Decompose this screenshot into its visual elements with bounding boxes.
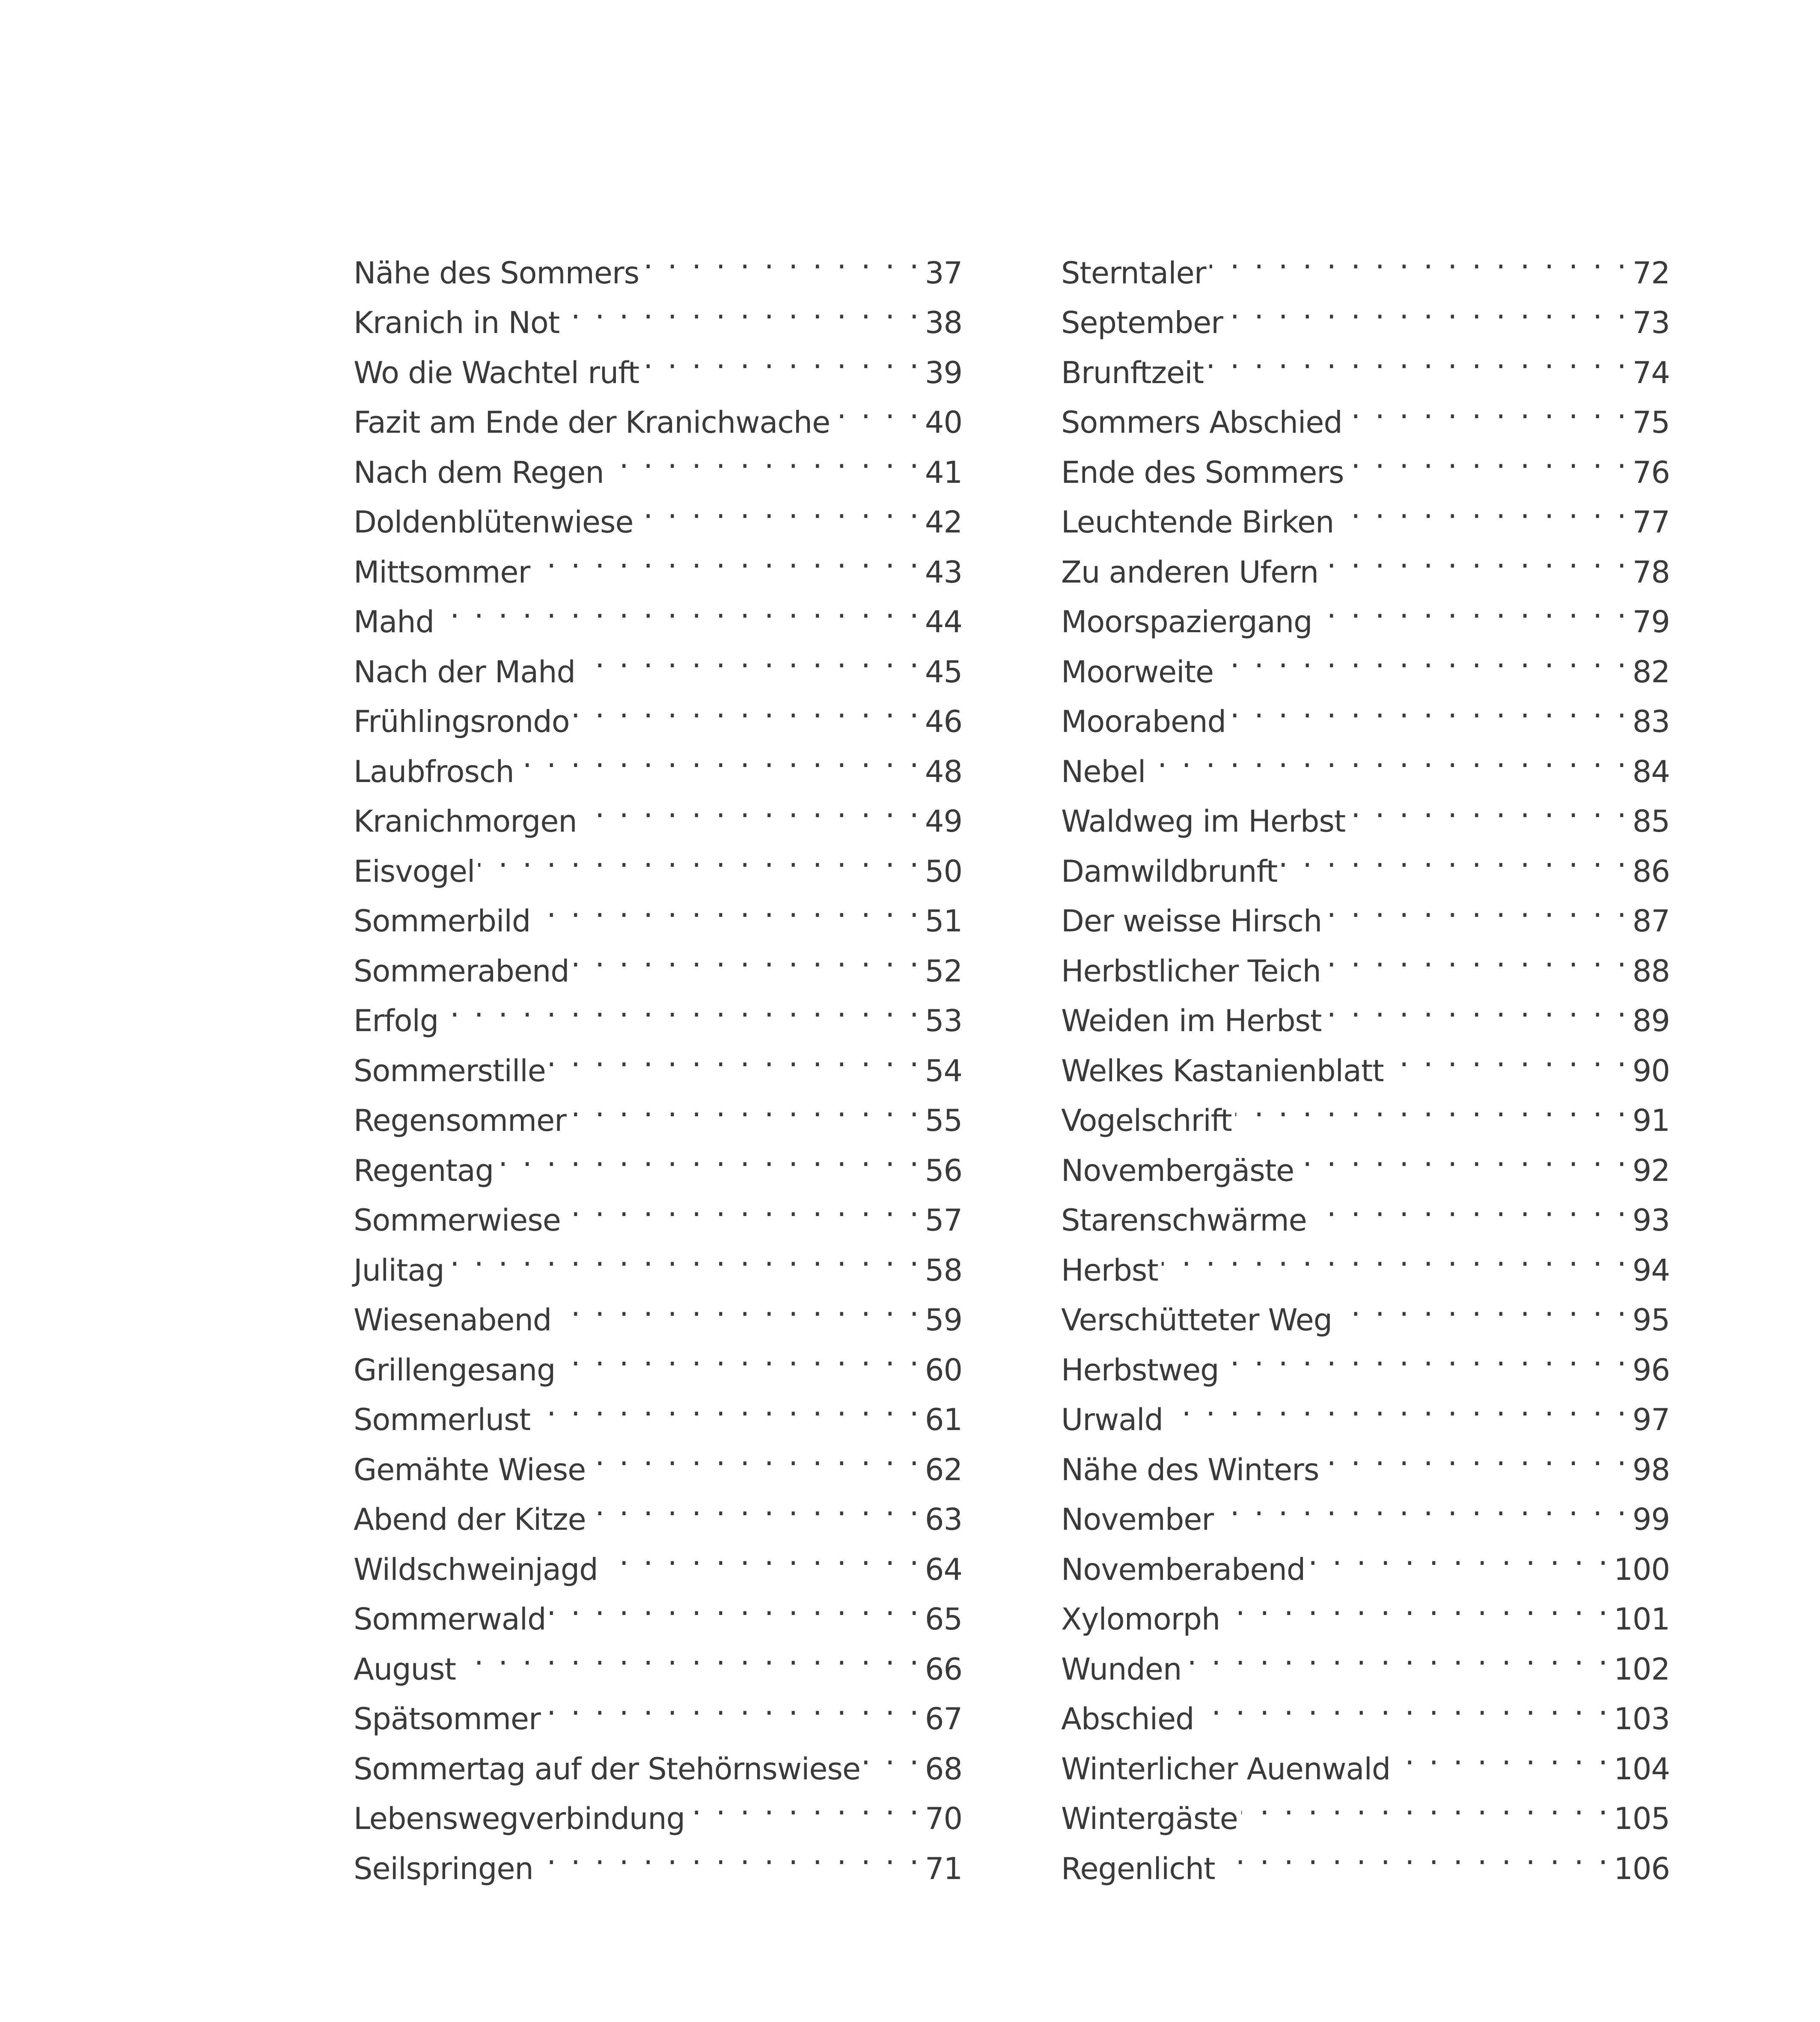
toc-entry-title: Abschied: [1061, 1701, 1194, 1737]
dot-leader: [1308, 1530, 1610, 1580]
dot-leader: [1346, 383, 1629, 433]
toc-entry-page-number: 56: [925, 1153, 962, 1188]
toc-entry-title: Sommerabend: [354, 953, 569, 989]
toc-entry-page-number: 96: [1632, 1352, 1670, 1388]
dot-leader: [1229, 682, 1629, 732]
toc-entry-page-number: 101: [1614, 1602, 1670, 1637]
toc-entry-page-number: 68: [925, 1751, 962, 1787]
dot-leader: [550, 1580, 922, 1630]
toc-entry: [354, 233, 962, 291]
dot-leader: [448, 1231, 922, 1281]
dot-leader: [580, 782, 922, 832]
toc-entry-page-number: 87: [1632, 904, 1670, 939]
toc-entry-title: Moorabend: [1061, 704, 1226, 739]
dot-leader: [544, 1680, 922, 1730]
dot-leader: [642, 333, 922, 383]
dot-leader: [1207, 333, 1629, 383]
toc-entry-page-number: 90: [1632, 1053, 1670, 1088]
dot-leader: [549, 1031, 922, 1081]
toc-entry-page-number: 106: [1614, 1851, 1670, 1886]
toc-entry: [1061, 233, 1670, 291]
dot-leader: [563, 283, 922, 333]
toc-entry-page-number: 72: [1632, 255, 1670, 291]
dot-leader: [1241, 1779, 1611, 1829]
toc-entry-title: Nähe des Sommers: [354, 255, 639, 291]
toc-entry-title: Herbstlicher Teich: [1061, 953, 1321, 989]
toc-entry-page-number: 46: [925, 704, 962, 739]
dot-leader: [573, 682, 922, 732]
toc-entry-title: Wiesenabend: [354, 1302, 552, 1338]
dot-leader: [636, 483, 921, 533]
toc-entry-page-number: 37: [925, 255, 962, 291]
toc-entry-title: Herbst: [1061, 1252, 1158, 1288]
toc-entry-page-number: 105: [1614, 1801, 1670, 1836]
toc-entry-title: Erfolg: [354, 1003, 439, 1038]
dot-leader: [534, 1380, 922, 1430]
toc-entry-title: Brunftzeit: [1061, 355, 1204, 390]
toc-entry-page-number: 55: [925, 1103, 962, 1138]
dot-leader: [579, 632, 922, 682]
toc-entry-page-number: 38: [925, 305, 962, 340]
toc-entry-page-number: 61: [925, 1402, 962, 1437]
toc-entry-title: Sommertag auf der Stehörnswiese: [354, 1751, 861, 1787]
dot-leader: [517, 732, 922, 782]
toc-entry-title: Moorspaziergang: [1061, 604, 1312, 639]
dot-leader: [833, 383, 922, 433]
toc-column-right: [1061, 233, 1670, 1886]
dot-leader: [442, 981, 922, 1032]
toc-entry-title: Sommerlust: [354, 1402, 531, 1437]
toc-entry-title: Zu anderen Ufern: [1061, 554, 1319, 590]
toc-entry-page-number: 82: [1632, 654, 1670, 690]
toc-entry-title: Regensommer: [354, 1103, 566, 1138]
toc-entry: [354, 1031, 962, 1088]
toc-entry-title: Regentag: [354, 1153, 494, 1188]
toc-entry-title: Fazit am Ende der Kranichwache: [354, 405, 830, 440]
toc-entry-title: Kranich in Not: [354, 305, 560, 340]
toc-entry-title: Damwildbrunft: [1061, 853, 1278, 889]
toc-entry-title: Nebel: [1061, 754, 1146, 789]
dot-leader: [497, 1131, 922, 1181]
toc-entry-title: Urwald: [1061, 1402, 1163, 1437]
toc-entry-page-number: 48: [925, 754, 962, 789]
toc-entry-page-number: 41: [925, 455, 962, 490]
toc-entry-title: Novembergäste: [1061, 1153, 1294, 1188]
toc-entry-page-number: 57: [925, 1203, 962, 1238]
toc-entry-title: Wunden: [1061, 1651, 1182, 1687]
toc-entry-title: Mittsommer: [354, 554, 530, 590]
toc-entry-title: Starenschwärme: [1061, 1203, 1307, 1238]
toc-entry-page-number: 53: [925, 1003, 962, 1038]
toc-column-left: [354, 233, 962, 1886]
toc-entry-page-number: 44: [925, 604, 962, 639]
dot-leader: [1217, 1480, 1629, 1530]
toc-entry-title: Sommerstille: [354, 1053, 546, 1088]
toc-entry-title: Sommerbild: [354, 904, 531, 939]
toc-entry-title: Leuchtende Birken: [1061, 505, 1334, 540]
dot-leader: [1217, 632, 1629, 682]
dot-leader: [1310, 1181, 1629, 1231]
dot-leader: [642, 233, 922, 283]
toc-entry-page-number: 97: [1632, 1402, 1670, 1437]
toc-entry-page-number: 77: [1632, 505, 1670, 540]
toc-entry-title: Eisvogel: [354, 853, 475, 889]
toc-entry-page-number: 95: [1632, 1302, 1670, 1338]
toc-entry-page-number: 88: [1632, 953, 1670, 989]
dot-leader: [1162, 1231, 1629, 1281]
dot-leader: [570, 1081, 922, 1131]
toc-entry-title: Seilspringen: [354, 1851, 533, 1886]
toc-entry-title: September: [1061, 305, 1223, 340]
toc-entry-title: Wildschweinjagd: [354, 1552, 598, 1587]
dot-leader: [1325, 981, 1629, 1032]
toc-entry: [1061, 782, 1670, 839]
toc-entry-page-number: 92: [1632, 1153, 1670, 1188]
toc-entry: [354, 1281, 962, 1338]
toc-entry-title: Welkes Kastanienblatt: [1061, 1053, 1384, 1088]
toc-entry-page-number: 99: [1632, 1502, 1670, 1537]
toc-entry-page-number: 64: [925, 1552, 962, 1587]
dot-leader: [601, 1530, 922, 1580]
toc-entry-title: November: [1061, 1502, 1214, 1537]
toc-entry-page-number: 39: [925, 355, 962, 390]
toc-entry: [1061, 732, 1670, 789]
toc-entry-title: Verschütteter Weg: [1061, 1302, 1332, 1338]
toc-entry-page-number: 60: [925, 1352, 962, 1388]
toc-entry-title: Regenlicht: [1061, 1851, 1215, 1886]
toc-entry-page-number: 100: [1614, 1552, 1670, 1587]
toc-entry-title: Moorweite: [1061, 654, 1214, 690]
toc-entry: [354, 981, 962, 1038]
toc-entry-page-number: 78: [1632, 554, 1670, 590]
dot-leader: [864, 1729, 922, 1779]
toc-entry-title: Waldweg im Herbst: [1061, 804, 1346, 839]
toc-entry-page-number: 91: [1632, 1103, 1670, 1138]
toc-entry-title: Doldenblütenwiese: [354, 505, 633, 540]
dot-leader: [1322, 1430, 1629, 1480]
dot-leader: [589, 1430, 922, 1480]
toc-entry-title: Winterlicher Auenwald: [1061, 1751, 1391, 1787]
toc-entry-page-number: 63: [925, 1502, 962, 1537]
toc-entry-title: Frühlingsrondo: [354, 704, 570, 739]
toc-entry-title: Laubfrosch: [354, 754, 514, 789]
toc-entry-page-number: 85: [1632, 804, 1670, 839]
toc-entry-title: Nähe des Winters: [1061, 1452, 1319, 1487]
dot-leader: [1335, 1281, 1629, 1331]
dot-leader: [1223, 1580, 1610, 1630]
toc-entry-page-number: 71: [925, 1851, 962, 1886]
toc-entry-page-number: 84: [1632, 754, 1670, 789]
toc-entry-title: Wo die Wachtel ruft: [354, 355, 639, 390]
toc-entry-title: Kranichmorgen: [354, 804, 577, 839]
toc-entry-title: Sommers Abschied: [1061, 405, 1342, 440]
table-of-contents: [354, 233, 1670, 1886]
toc-entry-page-number: 93: [1632, 1203, 1670, 1238]
toc-entry-page-number: 86: [1632, 853, 1670, 889]
toc-entry-page-number: 50: [925, 853, 962, 889]
dot-leader: [1226, 283, 1629, 333]
toc-entry-title: Xylomorph: [1061, 1602, 1220, 1637]
toc-entry: [354, 583, 962, 639]
toc-entry-title: Weiden im Herbst: [1061, 1003, 1322, 1038]
toc-entry-page-number: 54: [925, 1053, 962, 1088]
toc-entry-title: Grillengesang: [354, 1352, 556, 1388]
toc-entry-title: Spätsommer: [354, 1701, 541, 1737]
toc-entry-title: Vogelschrift: [1061, 1103, 1232, 1138]
dot-leader: [1281, 832, 1629, 882]
dot-leader: [688, 1779, 922, 1829]
toc-entry-page-number: 52: [925, 953, 962, 989]
toc-entry-page-number: 58: [925, 1252, 962, 1288]
toc-entry-title: Abend der Kitze: [354, 1502, 586, 1537]
dot-leader: [607, 433, 922, 483]
dot-leader: [564, 1181, 922, 1231]
toc-entry-title: Sommerwiese: [354, 1203, 561, 1238]
toc-entry-title: Sterntaler: [1061, 255, 1206, 291]
toc-entry-title: Der weisse Hirsch: [1061, 904, 1322, 939]
toc-entry-title: Nach der Mahd: [354, 654, 575, 690]
toc-entry-page-number: 103: [1614, 1701, 1670, 1737]
dot-leader: [537, 1829, 922, 1879]
toc-entry-title: Sommerwald: [354, 1602, 546, 1637]
toc-entry-page-number: 51: [925, 904, 962, 939]
toc-entry-page-number: 65: [925, 1602, 962, 1637]
toc-entry-page-number: 67: [925, 1701, 962, 1737]
toc-entry-title: Novemberabend: [1061, 1552, 1306, 1587]
dot-leader: [1387, 1031, 1629, 1081]
toc-entry-page-number: 73: [1632, 305, 1670, 340]
dot-leader: [1349, 782, 1629, 832]
dot-leader: [573, 931, 922, 981]
dot-leader: [534, 882, 922, 932]
toc-entry-title: Wintergäste: [1061, 1801, 1238, 1836]
dot-leader: [1166, 1380, 1629, 1430]
toc-entry-title: Ende des Sommers: [1061, 455, 1344, 490]
toc-entry-page-number: 49: [925, 804, 962, 839]
dot-leader: [555, 1281, 922, 1331]
dot-leader: [1198, 1680, 1611, 1730]
toc-entry-title: Nach dem Regen: [354, 455, 604, 490]
toc-entry-page-number: 42: [925, 505, 962, 540]
toc-entry-title: Mahd: [354, 604, 434, 639]
dot-leader: [459, 1629, 922, 1680]
dot-leader: [533, 532, 922, 583]
toc-entry-page-number: 45: [925, 654, 962, 690]
dot-leader: [1222, 1330, 1629, 1380]
toc-entry-title: August: [354, 1651, 456, 1687]
toc-entry: [354, 632, 962, 690]
toc-entry-page-number: 76: [1632, 455, 1670, 490]
dot-leader: [1297, 1131, 1629, 1181]
toc-entry-title: Lebenswegverbindung: [354, 1801, 685, 1836]
toc-entry-page-number: 94: [1632, 1252, 1670, 1288]
toc-entry-page-number: 66: [925, 1651, 962, 1687]
toc-entry-page-number: 75: [1632, 405, 1670, 440]
toc-entry-page-number: 62: [925, 1452, 962, 1487]
dot-leader: [1347, 433, 1629, 483]
toc-entry-title: Gemähte Wiese: [354, 1452, 586, 1487]
toc-entry-page-number: 104: [1614, 1751, 1670, 1787]
toc-entry-page-number: 74: [1632, 355, 1670, 390]
toc-entry-title: Julitag: [354, 1252, 444, 1288]
dot-leader: [1210, 233, 1629, 283]
dot-leader: [589, 1480, 922, 1530]
toc-entry-page-number: 59: [925, 1302, 962, 1338]
toc-entry-page-number: 98: [1632, 1452, 1670, 1487]
dot-leader: [1325, 882, 1629, 932]
dot-leader: [1337, 483, 1629, 533]
dot-leader: [559, 1330, 921, 1380]
toc-entry-page-number: 102: [1614, 1651, 1670, 1687]
toc-entry-page-number: 70: [925, 1801, 962, 1836]
dot-leader: [1324, 931, 1629, 981]
dot-leader: [1322, 532, 1629, 583]
dot-leader: [1219, 1829, 1611, 1879]
toc-entry-page-number: 40: [925, 405, 962, 440]
dot-leader: [1185, 1629, 1610, 1680]
dot-leader: [437, 583, 922, 633]
toc-entry-page-number: 43: [925, 554, 962, 590]
dot-leader: [1235, 1081, 1629, 1131]
dot-leader: [1316, 583, 1629, 633]
toc-entry-page-number: 89: [1632, 1003, 1670, 1038]
dot-leader: [1149, 732, 1629, 782]
toc-entry-page-number: 83: [1632, 704, 1670, 739]
dot-leader: [478, 832, 922, 882]
dot-leader: [1394, 1729, 1610, 1779]
toc-entry-page-number: 79: [1632, 604, 1670, 639]
toc-entry-title: Herbstweg: [1061, 1352, 1219, 1388]
